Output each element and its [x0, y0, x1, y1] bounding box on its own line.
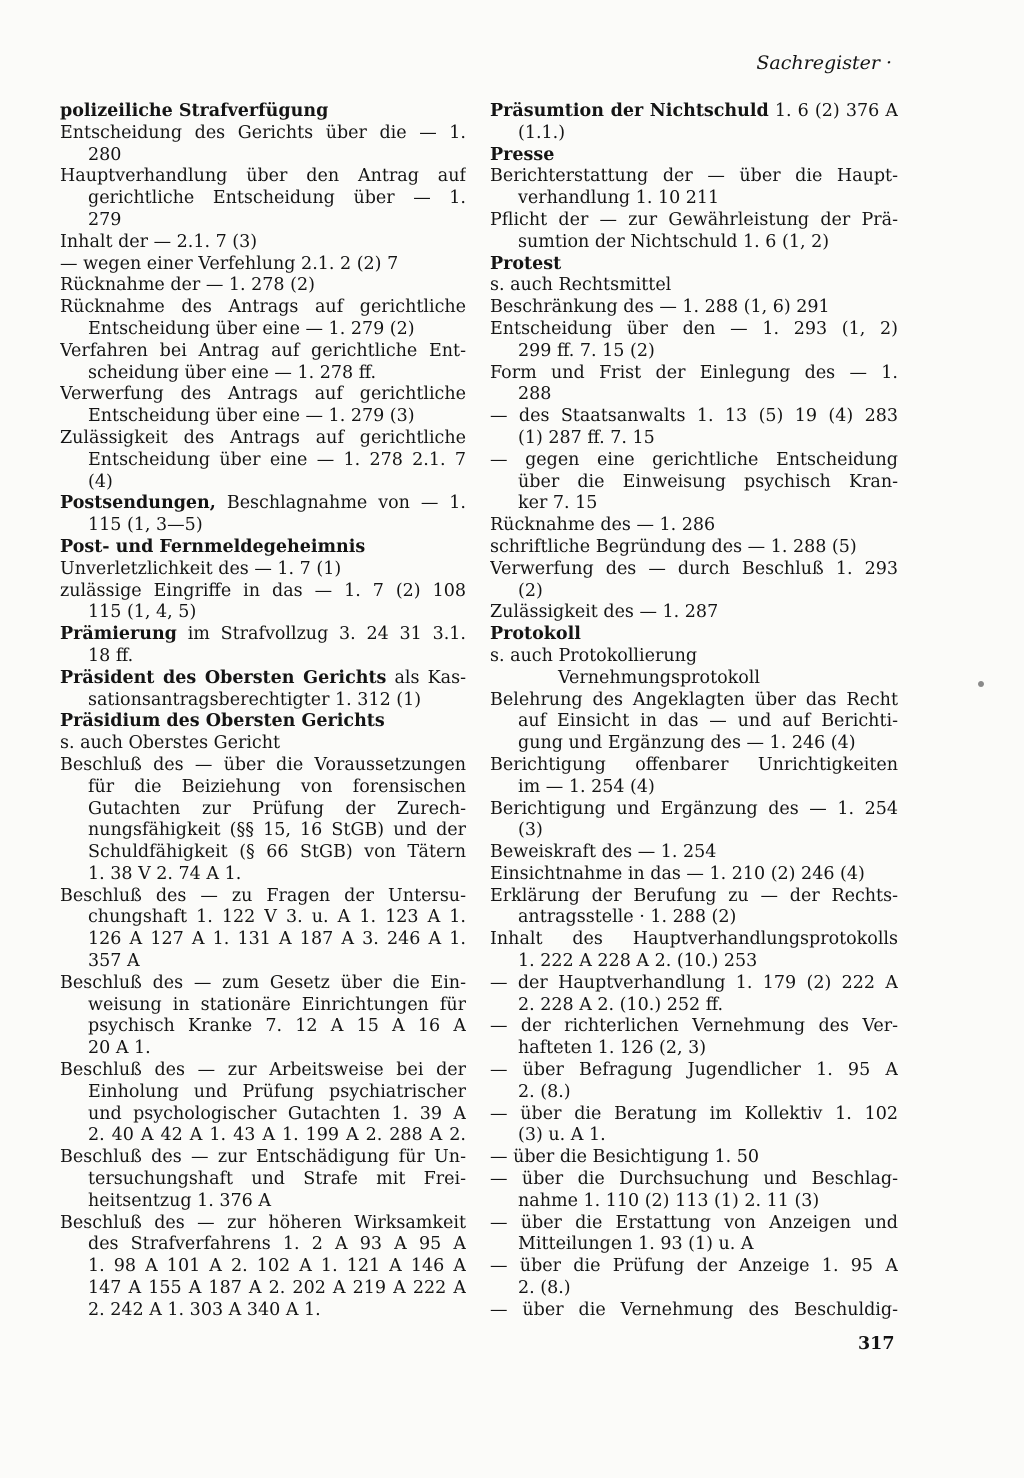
- index-line: 357 A: [88, 951, 140, 972]
- index-line: 2. (8.): [518, 1278, 571, 1299]
- index-line: heitsentzug 1. 376 A: [88, 1190, 272, 1211]
- index-line: 126 A 127 A 1. 131 A 187 A 3. 246 A 1.: [88, 929, 466, 950]
- index-line: 1. 98 A 101 A 2. 102 A 1. 121 A 146 A: [88, 1256, 466, 1277]
- index-line: 2. 40 A 42 A 1. 43 A 1. 199 A 2. 288 A 2.: [88, 1125, 466, 1146]
- index-line: 115 (1, 3—5): [88, 515, 203, 536]
- index-line: weisung in stationäre Einrichtungen für: [88, 994, 466, 1015]
- index-line-rest: Beschlagnahme von — 1.: [215, 493, 466, 514]
- index-line: 115 (1, 4, 5): [88, 602, 197, 623]
- index-line: Zulässigkeit des — 1. 287: [490, 602, 719, 623]
- index-line: Zulässigkeit des Antrags auf gerichtliche: [60, 427, 466, 448]
- index-line: Entscheidung über eine — 1. 279 (2): [88, 318, 415, 339]
- index-line: Vernehmungsprotokoll: [558, 667, 760, 688]
- index-line: [490, 101, 898, 123]
- index-line: 1. 222 A 228 A 2. (10.) 253: [518, 951, 758, 972]
- index-line: — über die Durchsuchung und Beschlag-: [490, 1169, 898, 1190]
- index-line-rest: als Kas-: [386, 667, 466, 688]
- index-line: Belehrung des Angeklagten über das Recht: [490, 689, 898, 710]
- index-line: (2): [518, 580, 543, 601]
- index-line: [60, 668, 466, 690]
- index-line: 147 A 155 A 187 A 2. 202 A 219 A 222 A: [88, 1278, 466, 1299]
- index-line: Beschluß des — zur Entschädigung für Un-: [60, 1147, 466, 1168]
- index-line: schriftliche Begründung des — 1. 288 (5): [490, 536, 857, 557]
- index-heading-term: Prämierung: [60, 624, 177, 645]
- index-line: Entscheidung über eine — 1. 279 (3): [88, 406, 415, 427]
- index-heading-term: Präsumtion der Nichtschuld: [490, 101, 769, 121]
- running-header: Sachregister ·: [756, 52, 892, 74]
- index-line: tersuchungshaft und Strafe mit Frei-: [88, 1169, 466, 1190]
- index-line: — über die Erstattung von Anzeigen und: [490, 1212, 898, 1233]
- index-line: Einsichtnahme in das — 1. 210 (2) 246 (4): [490, 863, 865, 884]
- index-line: 2. (8.): [518, 1081, 571, 1102]
- index-line: 18 ff.: [88, 645, 134, 666]
- index-line: Berichterstattung der — über die Haupt-: [490, 166, 898, 187]
- index-line: Inhalt des Hauptverhandlungsprotokolls: [490, 929, 898, 950]
- index-line: im — 1. 254 (4): [518, 776, 655, 797]
- index-line: Beweiskraft des — 1. 254: [490, 842, 717, 863]
- index-line: — über die Prüfung der Anzeige 1. 95 A: [490, 1256, 898, 1277]
- index-line: sationsantragsberechtigter 1. 312 (1): [88, 689, 422, 710]
- index-heading-term: Postsendungen,: [60, 493, 216, 514]
- index-line: — des Staatsanwalts 1. 13 (5) 19 (4) 283: [490, 406, 898, 427]
- index-line: s. auch Rechtsmittel: [490, 275, 672, 296]
- index-line: s. auch Protokollierung: [490, 645, 698, 666]
- index-line: nahme 1. 110 (2) 113 (1) 2. 11 (3): [518, 1190, 820, 1211]
- index-line: Beschluß des — zu Fragen der Untersu-: [60, 885, 466, 906]
- index-line: Gutachten zur Prüfung der Zurech-: [88, 798, 466, 819]
- index-line: Berichtigung offenbarer Unrichtigkeiten: [490, 754, 898, 775]
- index-line: Verwerfung des — durch Beschluß 1. 293: [490, 558, 898, 579]
- index-line: — wegen einer Verfehlung 2.1. 2 (2) 7: [60, 253, 399, 274]
- index-line: ker 7. 15: [518, 493, 598, 514]
- index-line: verhandlung 1. 10 211: [518, 188, 720, 209]
- index-line: Beschränkung des — 1. 288 (1, 6) 291: [490, 297, 830, 318]
- index-line: Beschluß des — zur höheren Wirksamkeit: [60, 1212, 466, 1233]
- index-line: Beschluß des — zum Gesetz über die Ein-: [60, 972, 466, 993]
- index-line: [60, 624, 466, 646]
- index-heading-term: Präsident des Obersten Gerichts: [60, 667, 387, 688]
- page-number: 317: [858, 1334, 895, 1354]
- index-line: Hauptverhandlung über den Antrag auf: [60, 166, 466, 187]
- index-line: sumtion der Nichtschuld 1. 6 (1, 2): [518, 231, 830, 252]
- index-line: (3): [518, 820, 543, 841]
- index-line: scheidung über eine — 1. 278 ff.: [88, 362, 377, 383]
- index-line: Entscheidung des Gerichts über die — 1.: [60, 122, 466, 143]
- index-line: Verwerfung des Antrags auf gerichtliche: [60, 384, 466, 405]
- index-line: Pflicht der — zur Gewährleistung der Prä-: [490, 209, 898, 230]
- index-line: Erklärung der Berufung zu — der Rechts-: [490, 885, 898, 906]
- index-line: — gegen eine gerichtliche Entscheidung: [490, 449, 898, 470]
- index-line: [60, 493, 466, 515]
- index-heading: Post- und Fernmeldegeheimnis: [60, 536, 366, 557]
- index-line: antragsstelle · 1. 288 (2): [518, 907, 737, 928]
- index-line: auf Einsicht in das — und auf Berichti-: [518, 711, 898, 732]
- index-line: (3) u. A 1.: [518, 1125, 606, 1146]
- index-line: zulässige Eingriffe in das — 1. 7 (2) 108: [60, 580, 466, 601]
- index-line: Inhalt der — 2.1. 7 (3): [60, 231, 258, 252]
- index-heading: Präsidium des Obersten Gerichts: [60, 711, 385, 732]
- index-line: — über Befragung Jugendlicher 1. 95 A: [490, 1060, 898, 1081]
- index-line: 2. 242 A 1. 303 A 340 A 1.: [88, 1299, 321, 1320]
- index-line: Form und Frist der Einlegung des — 1.: [490, 362, 898, 383]
- index-heading: Presse: [490, 144, 555, 165]
- index-line: 1. 38 V 2. 74 A 1.: [88, 863, 242, 884]
- index-line: Schuldfähigkeit (§ 66 StGB) von Tätern: [88, 842, 466, 863]
- index-line: Entscheidung über eine — 1. 278 2.1. 7: [88, 449, 466, 470]
- index-line: über die Einweisung psychisch Kran-: [518, 471, 898, 492]
- index-line: 20 A 1.: [88, 1038, 151, 1059]
- index-line: — über die Vernehmung des Beschuldig-: [490, 1299, 898, 1320]
- index-line: — über die Beratung im Kollektiv 1. 102: [490, 1103, 898, 1124]
- index-line: Beschluß des — über die Voraussetzungen: [60, 754, 466, 775]
- index-line: Berichtigung und Ergänzung des — 1. 254: [490, 798, 898, 819]
- index-line: und psychologischer Gutachten 1. 39 A: [88, 1103, 466, 1124]
- index-line: — über die Besichtigung 1. 50: [490, 1147, 760, 1168]
- index-line: des Strafverfahrens 1. 2 A 93 A 95 A: [88, 1234, 466, 1255]
- index-line: — der richterlichen Vernehmung des Ver-: [490, 1016, 898, 1037]
- index-line: (1.1.): [518, 122, 566, 143]
- index-line: hafteten 1. 126 (2, 3): [518, 1038, 707, 1059]
- index-heading: polizeiliche Strafverfügung: [60, 101, 329, 121]
- index-line: Mitteilungen 1. 93 (1) u. A: [518, 1234, 754, 1255]
- margin-dot: [978, 681, 984, 687]
- index-line: 288: [518, 384, 552, 405]
- index-column-left: [60, 101, 466, 1322]
- index-line: 299 ff. 7. 15 (2): [518, 340, 655, 361]
- index-line: 280: [88, 144, 122, 165]
- index-line: für die Beiziehung von forensischen: [88, 776, 466, 797]
- index-line: psychisch Kranke 7. 12 A 15 A 16 A: [88, 1016, 466, 1037]
- index-line: Rücknahme der — 1. 278 (2): [60, 275, 315, 296]
- index-line: gerichtliche Entscheidung über — 1.: [88, 188, 466, 209]
- index-line: s. auch Oberstes Gericht: [60, 733, 281, 754]
- index-column-right: [490, 101, 898, 1322]
- index-line: 2. 228 A 2. (10.) 252 ff.: [518, 994, 724, 1015]
- index-line: 279: [88, 209, 122, 230]
- index-heading: Protest: [490, 253, 562, 274]
- index-heading: Protokoll: [490, 624, 581, 645]
- index-line: (1) 287 ff. 7. 15: [518, 427, 655, 448]
- index-line: Verfahren bei Antrag auf gerichtliche Ent-: [60, 340, 466, 361]
- index-line: chungshaft 1. 122 V 3. u. A 1. 123 A 1.: [88, 907, 466, 928]
- index-line: gung und Ergänzung des — 1. 246 (4): [518, 733, 856, 754]
- index-line: (4): [88, 471, 113, 492]
- index-line: Rücknahme des — 1. 286: [490, 515, 716, 536]
- index-line: Rücknahme des Antrags auf gerichtliche: [60, 297, 466, 318]
- index-line: Einholung und Prüfung psychiatrischer: [88, 1081, 466, 1102]
- index-line-rest: 1. 6 (2) 376 A: [768, 101, 898, 121]
- index-line: Unverletzlichkeit des — 1. 7 (1): [60, 558, 342, 579]
- index-line-rest: im Strafvollzug 3. 24 31 3.1.: [176, 624, 466, 645]
- index-line: — der Hauptverhandlung 1. 179 (2) 222 A: [490, 972, 898, 993]
- index-line: nungsfähigkeit (§§ 15, 16 StGB) und der: [88, 820, 466, 841]
- index-line: Entscheidung über den — 1. 293 (1, 2): [490, 318, 898, 339]
- index-line: Beschluß des — zur Arbeitsweise bei der: [60, 1060, 466, 1081]
